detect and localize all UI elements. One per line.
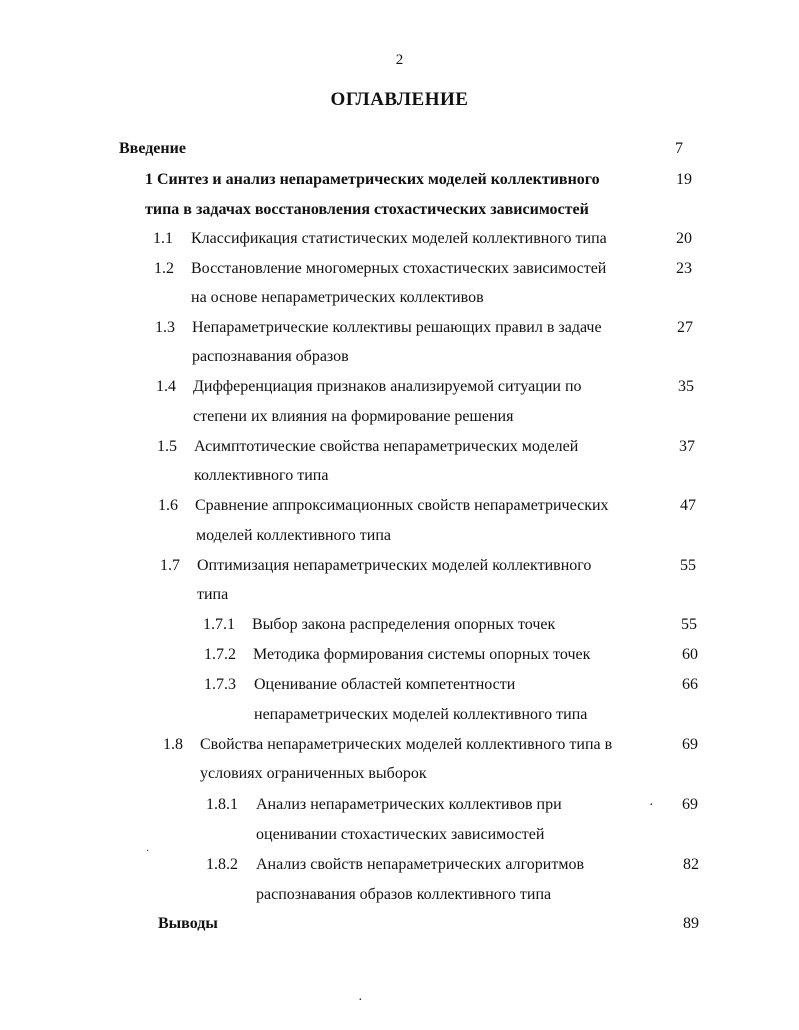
toc-entry-label-continued: коллективного типа bbox=[194, 467, 329, 484]
toc-entry-label-continued: на основе непараметрических коллективов bbox=[191, 289, 484, 306]
toc-section-number: 1.3 bbox=[155, 319, 175, 336]
toc-page-number: 69 bbox=[682, 736, 698, 753]
toc-section-number: 1.8 bbox=[163, 736, 183, 753]
toc-entry-label-continued: оценивании стохастических зависимостей bbox=[256, 826, 545, 843]
toc-page-number: 55 bbox=[681, 616, 697, 633]
scan-speck: · bbox=[358, 993, 363, 1008]
toc-entry-label: Методика формирования системы опорных точек bbox=[253, 646, 591, 663]
toc-section-number: 1.2 bbox=[154, 260, 174, 277]
toc-entry-label-continued: распознавания образов коллективного типа bbox=[256, 886, 552, 903]
toc-section-number: 1.7.3 bbox=[204, 676, 236, 693]
toc-entry-label-continued: условиях ограниченных выборок bbox=[200, 765, 427, 782]
toc-entry-label-continued: типа в задачах восстановления стохастических зависимостей bbox=[145, 201, 589, 218]
toc-entry-label: Свойства непараметрических моделей коллективного типа в bbox=[200, 736, 613, 753]
toc-entry-label: Выводы bbox=[158, 915, 218, 932]
toc-page-number: 7 bbox=[675, 140, 683, 157]
toc-entry-label: Классификация статистических моделей коллективного типа bbox=[191, 230, 607, 247]
toc-entry-label: 1 Синтез и анализ непараметрических моделей коллективного bbox=[145, 171, 600, 188]
toc-section-number: 1.7.2 bbox=[204, 646, 236, 663]
page-title: ОГЛАВЛЕНИЕ bbox=[330, 89, 469, 110]
toc-entry-label-continued: распознавания образов bbox=[192, 348, 349, 365]
toc-entry-label-continued: моделей коллективного типа bbox=[196, 527, 391, 544]
toc-page-number: 20 bbox=[676, 230, 692, 247]
toc-entry-label-continued: степени их влияния на формирование решения bbox=[193, 408, 514, 425]
toc-page-number: 37 bbox=[679, 438, 695, 455]
toc-entry-label-continued: непараметрических моделей коллективного типа bbox=[254, 706, 588, 723]
toc-entry-label: Оптимизация непараметрических моделей коллективного bbox=[197, 557, 592, 574]
toc-section-number: 1.8.2 bbox=[206, 856, 238, 873]
toc-page-number: 69 bbox=[682, 796, 698, 813]
toc-entry-label: Непараметрические коллективы решающих правил в задаче bbox=[192, 319, 602, 336]
toc-entry-label: Дифференциация признаков анализируемой ситуации по bbox=[193, 378, 582, 395]
toc-section-number: 1.7 bbox=[160, 557, 180, 574]
toc-page-number: 55 bbox=[680, 557, 696, 574]
toc-entry-label: Оценивание областей компетентности bbox=[254, 676, 516, 693]
toc-entry-label-continued: типа bbox=[197, 586, 229, 603]
page-number: 2 bbox=[395, 52, 404, 68]
toc-page-number: 19 bbox=[676, 171, 692, 188]
toc-page-number: 82 bbox=[683, 856, 699, 873]
scan-speck: · bbox=[146, 846, 150, 857]
toc-entry-label: Сравнение аппроксимационных свойств непараметрических bbox=[195, 497, 609, 514]
toc-entry-label: Анализ непараметрических коллективов при bbox=[256, 796, 562, 813]
toc-entry-label: Введение bbox=[119, 140, 186, 157]
toc-entry-label: Восстановление многомерных стохастических зависимостей bbox=[191, 260, 607, 277]
toc-entry-label: Анализ свойств непараметрических алгоритмов bbox=[256, 856, 584, 873]
toc-section-number: 1.8.1 bbox=[206, 796, 238, 813]
toc-entry-label: Выбор закона распределения опорных точек bbox=[252, 616, 556, 633]
toc-section-number: 1.4 bbox=[156, 378, 176, 395]
toc-entry-label: Асимптотические свойства непараметрических моделей bbox=[194, 438, 579, 455]
toc-page-number: 89 bbox=[683, 915, 699, 932]
toc-page-number: 66 bbox=[682, 676, 698, 693]
toc-section-number: 1.1 bbox=[153, 230, 173, 247]
toc-section-number: 1.7.1 bbox=[203, 616, 235, 633]
toc-page-number: 35 bbox=[678, 378, 694, 395]
toc-page-number: 60 bbox=[682, 646, 698, 663]
toc-section-number: 1.5 bbox=[157, 438, 177, 455]
toc-page-number: 27 bbox=[677, 319, 693, 336]
toc-page-number: 23 bbox=[676, 260, 692, 277]
toc-section-number: 1.6 bbox=[158, 497, 178, 514]
toc-page-number: 47 bbox=[680, 497, 696, 514]
scan-speck: · bbox=[649, 798, 654, 813]
